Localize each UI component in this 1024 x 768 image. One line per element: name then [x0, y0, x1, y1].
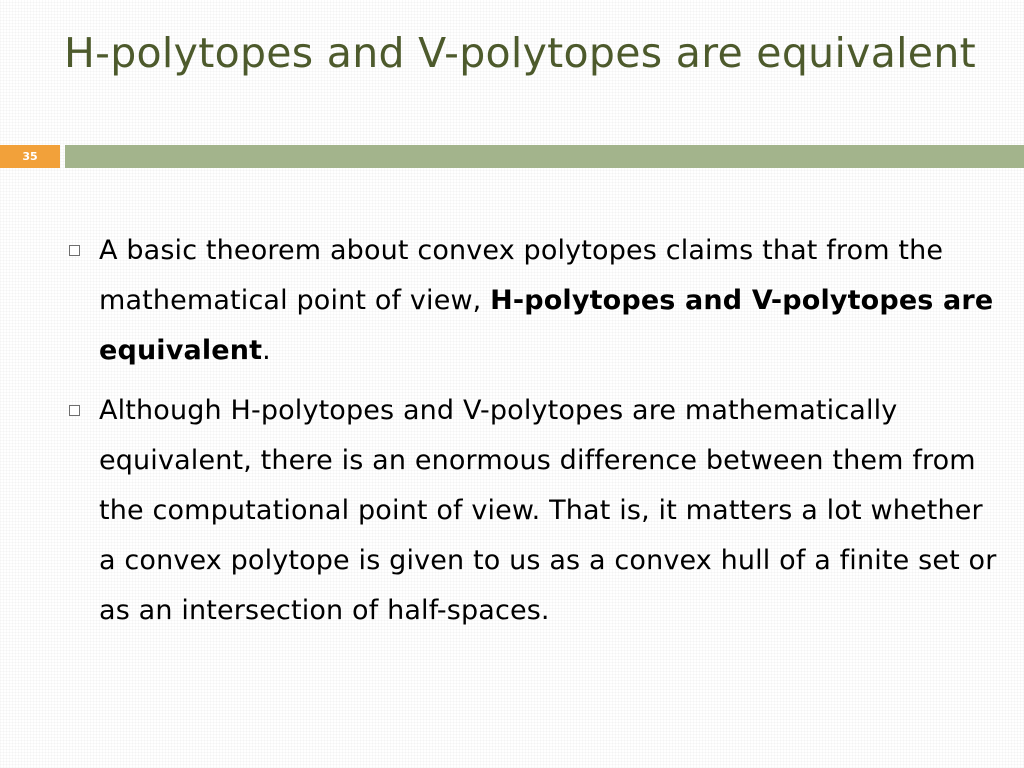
bullet-bold-text: H-polytopes and V-polytopes are equivalent	[99, 285, 994, 366]
page-number: 35	[0, 145, 60, 168]
square-bullet-icon	[69, 405, 80, 416]
bullet-text: A basic theorem about convex polytopes claims that from the mathematical point of view,	[99, 235, 944, 316]
bullet-item	[62, 386, 1002, 636]
bullet-item	[62, 226, 1002, 376]
slide-title: H-polytopes and V-polytopes are equivalent	[64, 29, 976, 77]
title-divider-bar	[65, 145, 1024, 168]
bullet-text-end: .	[262, 335, 271, 366]
square-bullet-icon	[69, 245, 80, 256]
bullet-text: Although H-polytopes and V-polytopes are mathematically equivalent, there is an enormous difference between them from the computational point of view. That is, it matters a lot whether a convex polytope is given to us as a convex hull of a finite set or as an intersection of half-spaces.	[99, 395, 997, 626]
bullet-list	[62, 226, 1002, 646]
